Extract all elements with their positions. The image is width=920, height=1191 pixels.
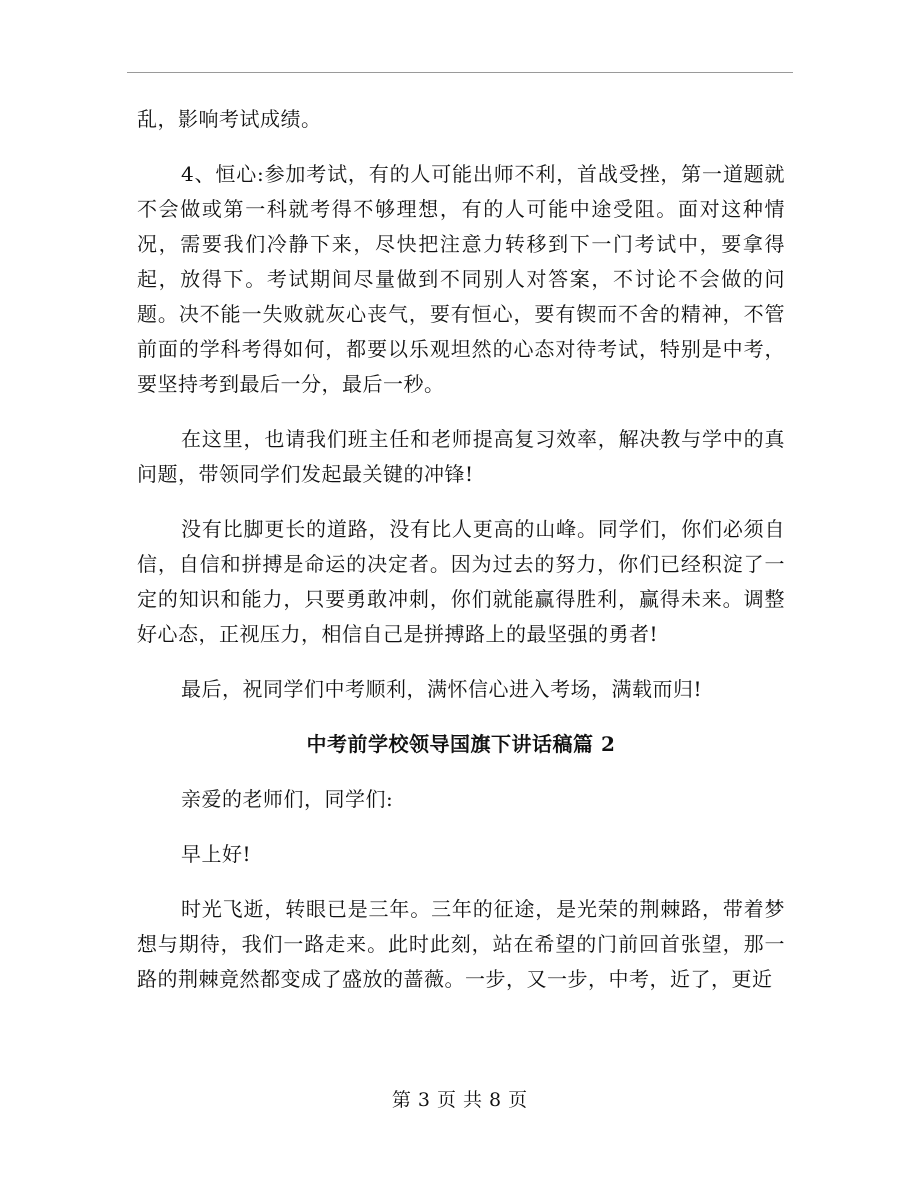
page-body xyxy=(137,102,785,1017)
footer-total-pages: 8 xyxy=(489,1089,503,1111)
footer-total-label: 共 xyxy=(463,1089,484,1111)
page-footer xyxy=(0,1085,920,1112)
paragraph-closing-wish: 最后，祝同学们中考顺利，满怀信心进入考场，满载而归! xyxy=(181,677,703,701)
paragraph-salutation: 亲爱的老师们，同学们: xyxy=(181,787,394,811)
paragraph-continuation: 乱，影响考试成绩。 xyxy=(137,107,322,131)
header-rule xyxy=(127,72,793,73)
paragraph-teachers-request: 在这里，也请我们班主任和老师提高复习效率，解决教与学中的真问题，带领同学们发起最关键的冲锋! xyxy=(137,427,785,486)
footer-current-page: 3 xyxy=(417,1089,431,1111)
footer-prefix: 第 xyxy=(391,1089,412,1111)
paragraph-time-flies: 时光飞逝，转眼已是三年。三年的征途，是光荣的荆棘路，带着梦想与期待，我们一路走来。此时此刻，站在希望的门前回首张望，那一路的荆棘竟然都变成了盛放的蔷薇。一步，又一步，中考，近了，更近 xyxy=(137,897,785,991)
paragraph-confidence: 没有比脚更长的道路，没有比人更高的山峰。同学们，你们必须自信，自信和拼搏是命运的决定者。因为过去的努力，你们已经积淀了一定的知识和能力，只要勇敢冲刺，你们就能赢得胜利，赢得未来。调整好心态，正视压力，相信自己是拼搏路上的最坚强的勇者! xyxy=(137,517,785,646)
footer-page-label: 页 xyxy=(436,1089,457,1111)
footer-suffix: 页 xyxy=(508,1089,529,1111)
paragraph-perseverance: 4、恒心:参加考试，有的人可能出师不利，首战受挫，第一道题就不会做或第一科就考得不够理想，有的人可能中途受阻。面对这种情况，需要我们冷静下来，尽快把注意力转移到下一门考试中，要拿得起，放得下。考试期间尽量做到不同别人对答案，不讨论不会做的问题。决不能一失败就灰心丧气，要有恒心，要有锲而不舍的精神，不管前面的学科考得如何，都要以乐观坦然的心态对待考试，特别是中考，要坚持考到最后一分，最后一秒。 xyxy=(137,162,785,396)
paragraph-greeting: 早上好! xyxy=(181,842,252,866)
section-heading: 中考前学校领导国旗下讲话稿篇 2 xyxy=(306,732,616,756)
